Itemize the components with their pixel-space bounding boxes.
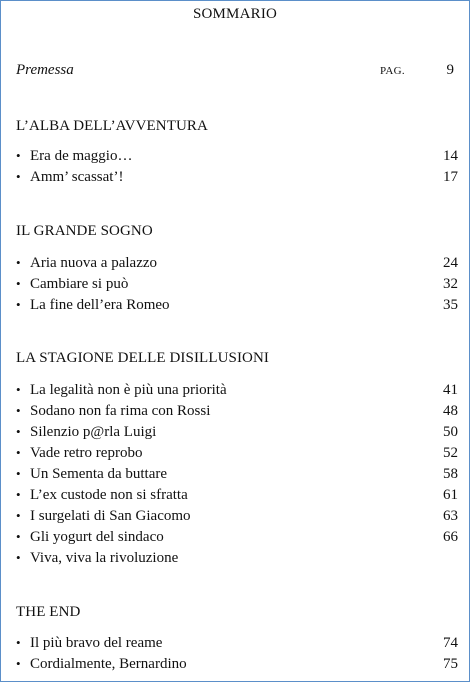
entry-page: 66 bbox=[443, 529, 458, 545]
bullet-icon: • bbox=[16, 550, 21, 565]
entry-title: La legalità non è più una priorità bbox=[30, 382, 227, 398]
intro-page-number: 9 bbox=[446, 62, 454, 78]
toc-entry bbox=[16, 485, 458, 505]
toc-entry bbox=[16, 422, 458, 442]
entry-title: Un Sementa da buttare bbox=[30, 466, 168, 482]
bullet-icon: • bbox=[16, 382, 21, 397]
entry-title: Silenzio p@rla Luigi bbox=[30, 424, 157, 440]
toc-entry bbox=[16, 380, 458, 400]
entry-title: Aria nuova a palazzo bbox=[30, 255, 158, 271]
toc-entry bbox=[16, 506, 458, 526]
entry-page: 74 bbox=[443, 635, 458, 651]
toc-entry bbox=[16, 548, 458, 568]
section-title: THE END bbox=[16, 604, 81, 620]
toc-entry bbox=[16, 253, 458, 273]
entry-title: Amm’ scassat’! bbox=[30, 169, 124, 185]
page-abbrev-label: PAG. bbox=[380, 65, 405, 77]
entry-page: 58 bbox=[443, 466, 458, 482]
intro-label: Premessa bbox=[16, 62, 74, 78]
bullet-icon: • bbox=[16, 466, 21, 481]
bullet-icon: • bbox=[16, 529, 21, 544]
toc-entry bbox=[16, 295, 458, 315]
entry-page: 41 bbox=[443, 382, 458, 398]
intro-entry bbox=[16, 62, 456, 82]
toc-entry bbox=[16, 167, 458, 187]
entry-title: I surgelati di San Giacomo bbox=[30, 508, 191, 524]
entry-title: La fine dell’era Romeo bbox=[30, 297, 170, 313]
entry-page: 63 bbox=[443, 508, 458, 524]
entry-page: 75 bbox=[443, 656, 458, 672]
entry-title: Gli yogurt del sindaco bbox=[30, 529, 164, 545]
bullet-icon: • bbox=[16, 656, 21, 671]
toc-entry bbox=[16, 527, 458, 547]
entry-title: Era de maggio… bbox=[30, 148, 133, 164]
entry-page: 48 bbox=[443, 403, 458, 419]
bullet-icon: • bbox=[16, 297, 21, 312]
entry-page: 24 bbox=[443, 255, 458, 271]
entry-title: Cambiare si può bbox=[30, 276, 129, 292]
bullet-icon: • bbox=[16, 424, 21, 439]
bullet-icon: • bbox=[16, 255, 21, 270]
bullet-icon: • bbox=[16, 169, 21, 184]
toc-entry bbox=[16, 274, 458, 294]
entry-page: 61 bbox=[443, 487, 458, 503]
bullet-icon: • bbox=[16, 276, 21, 291]
entry-title: Cordialmente, Bernardino bbox=[30, 656, 187, 672]
toc-entry bbox=[16, 464, 458, 484]
entry-page: 50 bbox=[443, 424, 458, 440]
toc-entry bbox=[16, 654, 458, 674]
section-title: L’ALBA DELL’AVVENTURA bbox=[16, 118, 208, 134]
bullet-icon: • bbox=[16, 487, 21, 502]
toc-entry bbox=[16, 401, 458, 421]
section-title: IL GRANDE SOGNO bbox=[16, 223, 153, 239]
entry-title: Vade retro reprobo bbox=[30, 445, 143, 461]
entry-page: 17 bbox=[443, 169, 458, 185]
section-title: LA STAGIONE DELLE DISILLUSIONI bbox=[16, 350, 270, 366]
entry-title: Sodano non fa rima con Rossi bbox=[30, 403, 211, 419]
entry-title: Il più bravo del reame bbox=[30, 635, 163, 651]
bullet-icon: • bbox=[16, 403, 21, 418]
entry-page: 52 bbox=[443, 445, 458, 461]
toc-entry bbox=[16, 146, 458, 166]
bullet-icon: • bbox=[16, 148, 21, 163]
entry-page: 35 bbox=[443, 297, 458, 313]
bullet-icon: • bbox=[16, 635, 21, 650]
bullet-icon: • bbox=[16, 508, 21, 523]
entry-title: Viva, viva la rivoluzione bbox=[30, 550, 179, 566]
entry-page: 14 bbox=[443, 148, 458, 164]
toc-entry bbox=[16, 443, 458, 463]
entry-page: 32 bbox=[443, 276, 458, 292]
page-title: SOMMARIO bbox=[192, 6, 278, 22]
bullet-icon: • bbox=[16, 445, 21, 460]
entry-title: L’ex custode non si sfratta bbox=[30, 487, 188, 503]
toc-entry bbox=[16, 633, 458, 653]
